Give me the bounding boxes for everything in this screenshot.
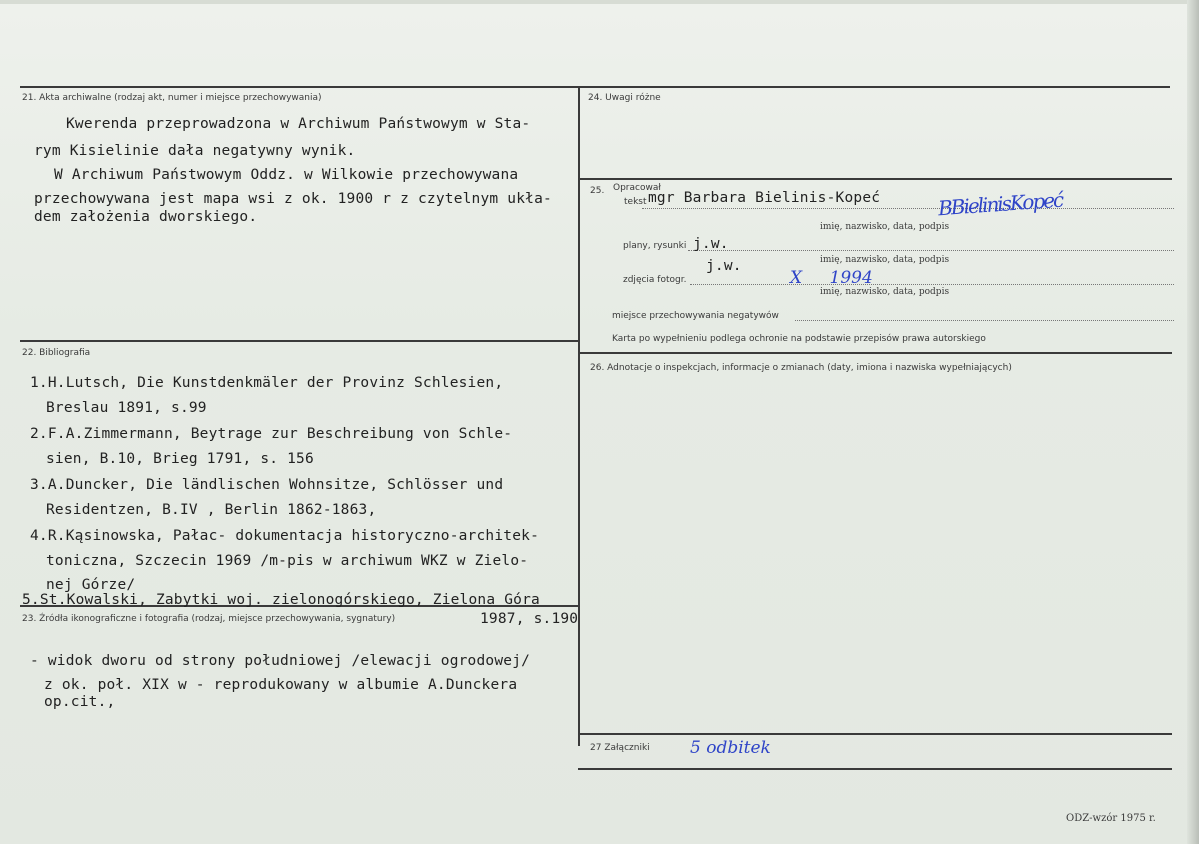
rule-27-bottom <box>578 768 1172 770</box>
plany-caption: imię, nazwisko, data, podpis <box>820 255 950 265</box>
rule-27-top <box>578 733 1172 735</box>
rule-26-top <box>578 352 1172 354</box>
section-25-label: Opracował <box>613 183 661 193</box>
rule-top-right <box>580 86 1170 88</box>
s23-line-3: op.cit., <box>44 694 116 710</box>
s22-line-11: 1987, s.190 <box>480 611 579 627</box>
s21-line-3: W Archiwum Państwowym Oddz. w Wilkowie przechowywana <box>54 167 519 183</box>
negatywy-label: miejsce przechowywania negatywów <box>612 311 779 321</box>
tekst-caption: imię, nazwisko, data, podpis <box>820 222 950 232</box>
section-27-label: 27 Załączniki <box>590 743 650 753</box>
s21-line-4: przechowywana jest mapa wsi z ok. 1900 r z czytelnym ukła- <box>34 191 552 207</box>
s22-line-2: Breslau 1891, s.99 <box>46 400 207 416</box>
s21-line-1: Kwerenda przeprowadzona w Archiwum Państwowym w Sta- <box>66 116 531 132</box>
dotted-tekst <box>642 208 1174 209</box>
rule-25-top <box>578 178 1172 180</box>
tekst-value: mgr Barbara Bielinis-Kopeć <box>648 190 881 206</box>
zdjecia-label: zdjęcia fotogr. <box>623 275 687 285</box>
section-24-label: 24. Uwagi różne <box>588 93 661 103</box>
s22-line-3: 2.F.A.Zimmermann, Beytrage zur Beschreibung von Schle- <box>30 426 513 442</box>
s22-line-5: 3.A.Duncker, Die ländlischen Wohnsitze, Schlösser und <box>30 477 504 493</box>
s22-line-4: sien, B.10, Brieg 1791, s. 156 <box>46 451 314 467</box>
section-21-label: 21. Akta archiwalne (rodzaj akt, numer i miejsce przechowywania) <box>22 93 322 103</box>
card-right-edge <box>1187 0 1199 844</box>
section-23-label: 23. Źródła ikonograficzne i fotografia (rodzaj, miejsce przechowywania, sygnatury) <box>22 614 396 624</box>
s22-line-9: nej Górze/ <box>46 577 136 593</box>
section-26-label: 26. Adnotacje o inspekcjach, informacje o zmianach (daty, imiona i nazwiska wypełniających) <box>590 363 1012 373</box>
tekst-label: tekst <box>624 197 647 207</box>
plany-value: j.w. <box>693 236 729 252</box>
rule-top-left <box>20 86 580 88</box>
rule-center <box>578 86 580 746</box>
s21-line-2: rym Kisielinie dała negatywny wynik. <box>34 143 356 159</box>
s21-line-5: dem założenia dworskiego. <box>34 209 258 225</box>
section-25-number: 25. <box>590 186 605 196</box>
card-top-edge <box>0 0 1199 4</box>
copyright-notice: Karta po wypełnieniu podlega ochronie na podstawie przepisów prawa autorskiego <box>612 334 986 344</box>
s23-line-1: - widok dworu od strony południowej /elewacji ogrodowej/ <box>30 653 531 669</box>
dotted-negatywy <box>795 320 1174 321</box>
s23-line-2: z ok. poł. XIX w - reprodukowany w albumie A.Dunckera <box>44 677 518 693</box>
section-22-label: 22. Bibliografia <box>22 348 91 358</box>
dotted-plany <box>688 250 1174 251</box>
s22-line-7: 4.R.Kąsinowska, Pałac- dokumentacja historyczno-architek- <box>30 528 539 544</box>
form-id: ODZ-wzór 1975 r. <box>1066 813 1156 824</box>
s22-line-10: 5.St.Kowalski, Zabytki woj. zielonogórskiego, Zielona Góra <box>22 592 540 608</box>
plany-label: plany, rysunki <box>623 241 687 251</box>
s22-line-6: Residentzen, B.IV , Berlin 1862-1863, <box>46 502 377 518</box>
author-signature: BBielinisKopeć <box>937 187 1063 221</box>
s22-line-8: toniczna, Szczecin 1969 /m-pis w archiwum WKZ w Zielo- <box>46 553 529 569</box>
s22-line-1: 1.H.Lutsch, Die Kunstdenkmäler der Provinz Schlesien, <box>30 375 504 391</box>
zdjecia-value: j.w. <box>706 258 742 274</box>
dotted-zdjecia <box>690 284 1174 285</box>
attachments-value: 5 odbitek <box>690 738 771 758</box>
rule-left-22 <box>20 340 578 342</box>
zdjecia-date: X 1994 <box>790 268 873 288</box>
zdjecia-caption: imię, nazwisko, data, podpis <box>820 287 950 297</box>
